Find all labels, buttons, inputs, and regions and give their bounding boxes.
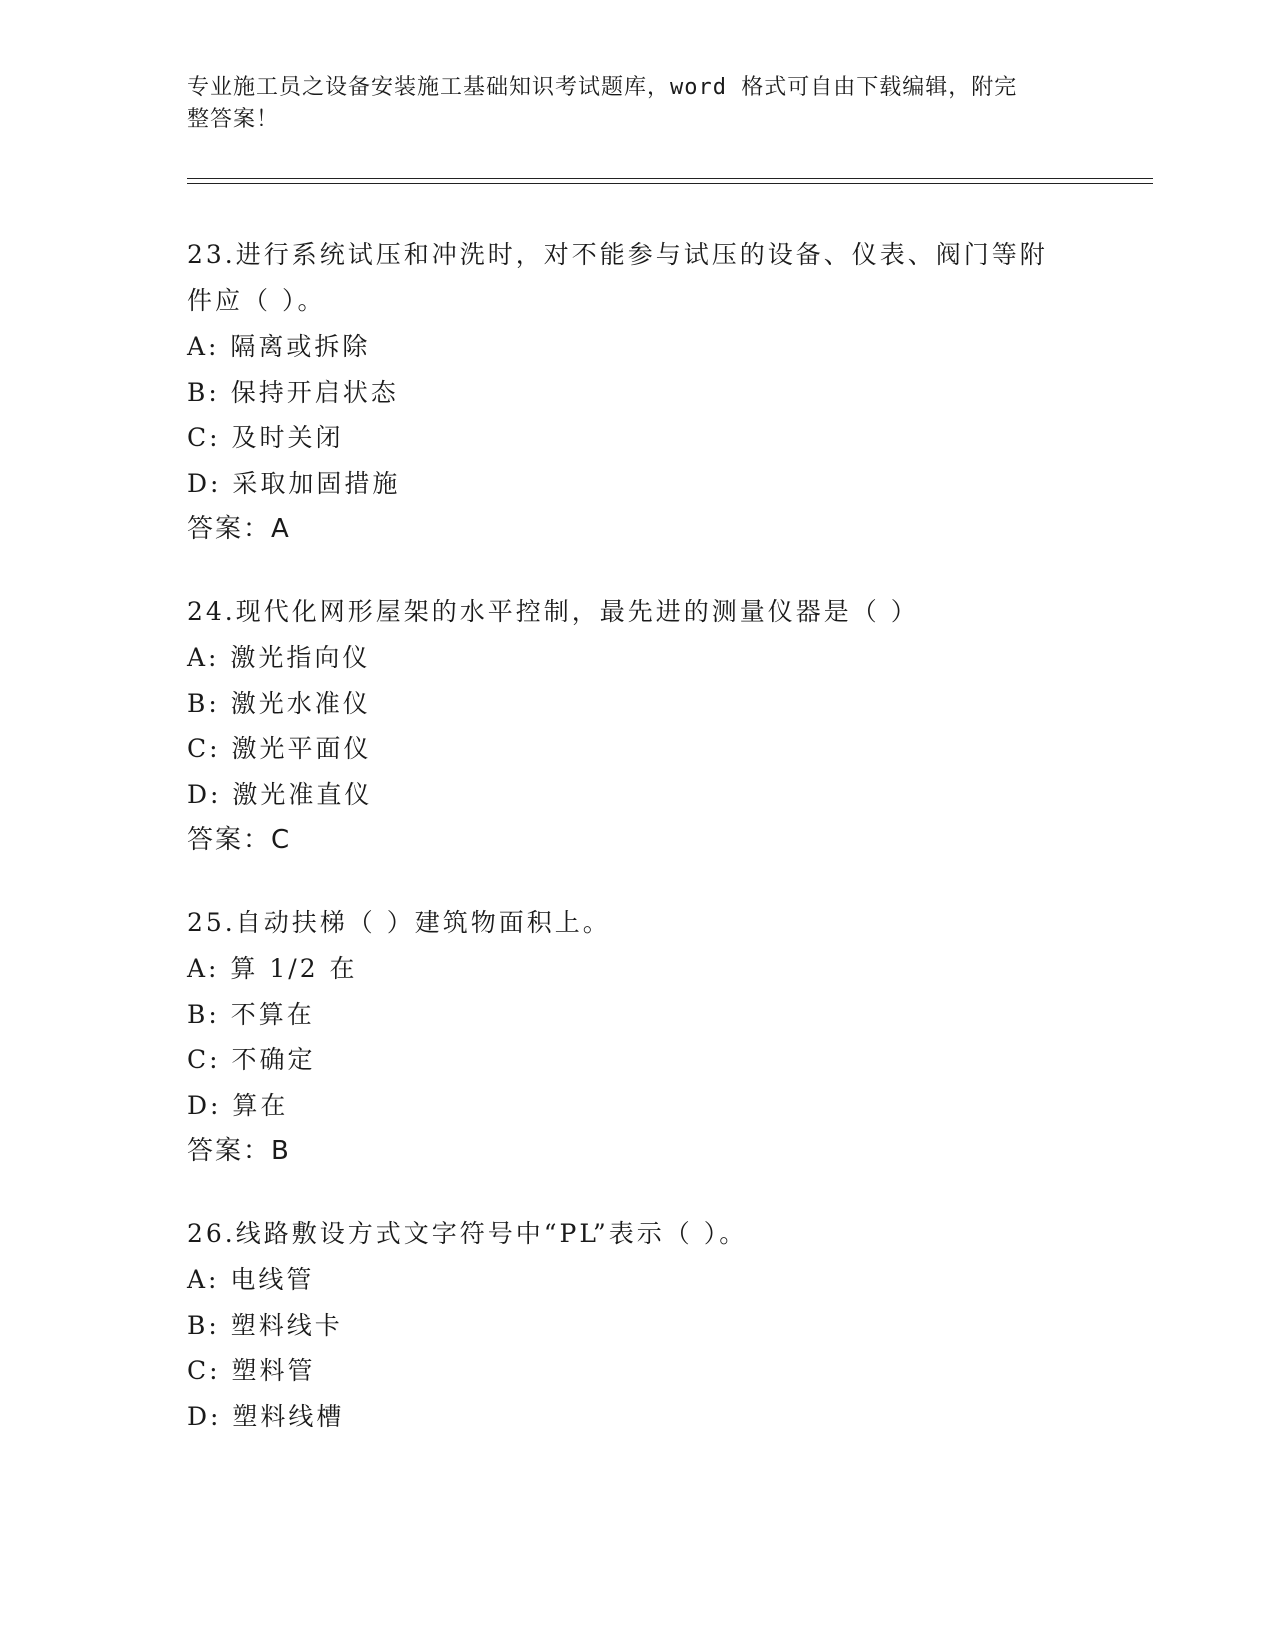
question-list [187, 232, 1087, 1476]
option-d: D: 算在 [187, 1090, 289, 1120]
question-stem-line: 24.现代化网形屋架的水平控制，最先进的测量仪器是（ ） [187, 597, 919, 626]
header-divider-bottom [187, 183, 1153, 184]
question-stem-line: 25.自动扶梯（ ）建筑物面积上。 [187, 908, 611, 937]
question-stem [187, 232, 1087, 324]
option-b: B: 不算在 [187, 999, 315, 1029]
option-c: C: 及时关闭 [187, 423, 344, 452]
question-23 [187, 232, 1087, 552]
question-stem [187, 589, 1087, 635]
question-stem [187, 900, 1087, 946]
answer-line: 答案：C [187, 825, 292, 855]
option-d: D: 激光准直仪 [187, 779, 373, 809]
header-line-1: 专业施工员之设备安装施工基础知识考试题库，word 格式可自由下载编辑，附完 [187, 75, 1018, 100]
option-a: A: 隔离或拆除 [187, 332, 371, 361]
question-stem-line: 件应（ ）。 [187, 286, 326, 315]
question-stem-line: 26.线路敷设方式文字符号中“PL”表示（ ）。 [187, 1219, 748, 1248]
answer-line: 答案：B [187, 1136, 291, 1166]
option-d: D: 塑料线槽 [187, 1401, 345, 1431]
question-26 [187, 1211, 1087, 1439]
document-header [187, 72, 1077, 136]
header-divider-top [187, 178, 1153, 179]
option-b: B: 保持开启状态 [187, 377, 399, 407]
option-c: C: 激光平面仪 [187, 734, 372, 763]
question-stem-line: 23.进行系统试压和冲洗时，对不能参与试压的设备、仪表、阀门等附 [187, 240, 1048, 269]
answer-line: 答案：A [187, 514, 291, 544]
option-b: B: 激光水准仪 [187, 688, 371, 718]
question-24 [187, 589, 1087, 863]
option-a: A: 激光指向仪 [187, 643, 371, 672]
question-25 [187, 900, 1087, 1174]
option-c: C: 不确定 [187, 1045, 316, 1074]
question-stem [187, 1211, 1087, 1257]
option-b: B: 塑料线卡 [187, 1310, 343, 1340]
option-a: A: 算 1/2 在 [187, 954, 358, 983]
option-c: C: 塑料管 [187, 1356, 316, 1385]
option-a: A: 电线管 [187, 1265, 315, 1294]
option-d: D: 采取加固措施 [187, 468, 401, 498]
header-line-2: 整答案！ [187, 107, 280, 132]
